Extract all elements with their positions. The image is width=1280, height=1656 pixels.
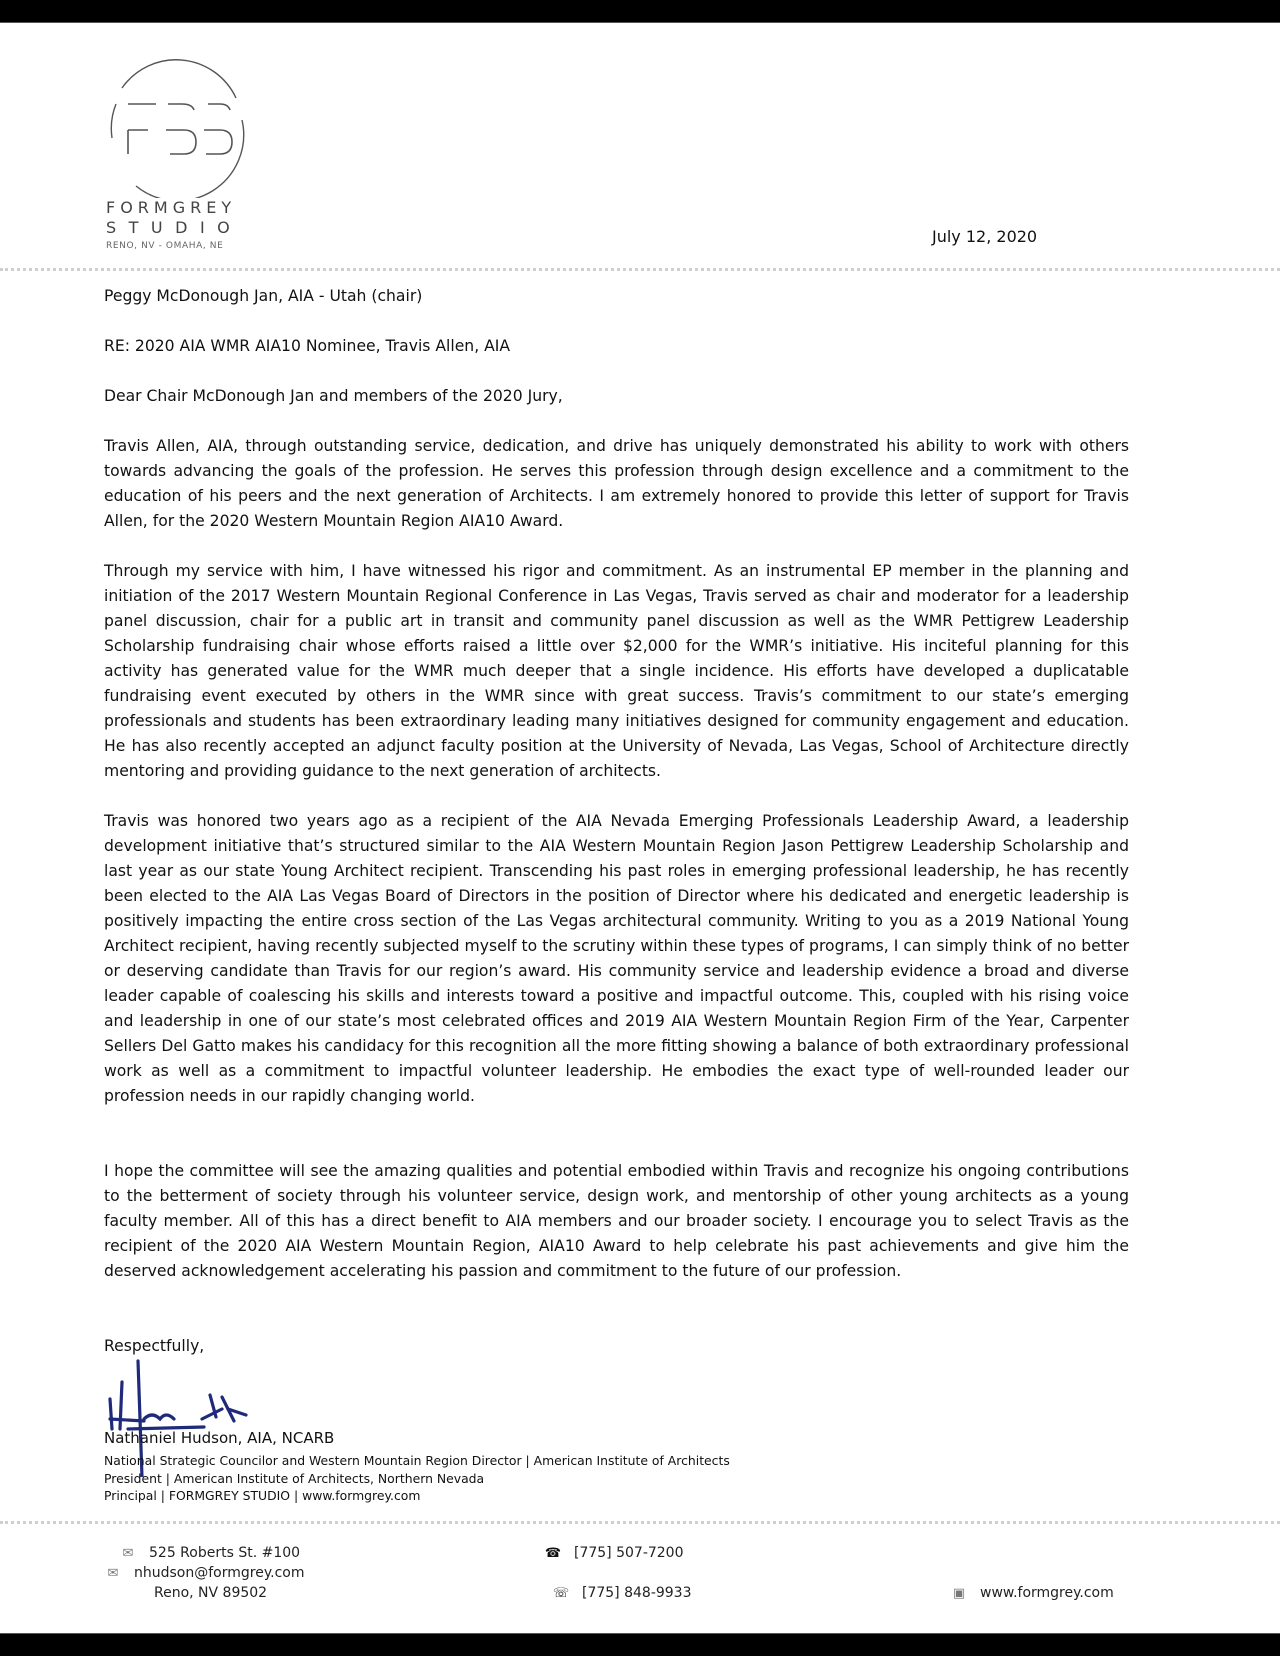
paragraph-text: Travis Allen, AIA, through outstanding service, dedication, and drive has uniquely demonstrated his ability to work with others towards advancing the goals of the profession. He serves this profession through design excellence and a commitment to the education of his peers and the next generation of Architects. I am extremely honored to provide this letter of support for Travis Allen, for the 2020 Western Mountain Region AIA10 Award. [104,437,1129,530]
company-locations: RENO, NV - OMAHA, NE [106,241,224,251]
signer-name: Nathaniel Hudson, AIA, NCARB [104,1429,335,1447]
phone-mobile-text: [775] 848-9933 [582,1585,692,1601]
bottom-border-bar [0,1633,1280,1656]
body-paragraph-4 [104,1159,1129,1284]
signer-title-3: Principal | FORMGREY STUDIO | www.formgrey.com [104,1488,421,1503]
envelope-icon: ✉ [107,1566,119,1581]
signer-titles [104,1452,730,1505]
telephone-icon: ☎ [544,1546,562,1561]
footer-address-line2 [154,1585,267,1601]
email-link[interactable]: nhudson@formgrey.com [134,1565,305,1581]
mobile-phone-icon: ☏ [552,1586,570,1601]
top-border-bar [0,0,1280,23]
company-name-line1: FORMGREY [106,198,237,217]
company-logo [104,58,254,253]
phone-office-text: [775] 507-7200 [574,1545,684,1561]
header-divider [0,268,1280,271]
recipient: Peggy McDonough Jan, AIA - Utah (chair) [104,287,423,305]
letter-date: July 12, 2020 [932,227,1038,246]
signer-title-2: President | American Institute of Architects, Northern Nevada [104,1470,485,1486]
footer-email[interactable] [104,1565,304,1581]
salutation: Dear Chair McDonough Jan and members of the 2020 Jury, [104,387,563,405]
footer-divider [0,1521,1280,1524]
footer-address-line1 [119,1545,300,1561]
body-paragraph-2 [104,559,1129,784]
company-name-line2: STUDIO [106,218,243,237]
body-paragraph-1 [104,434,1129,534]
address-line2-text: Reno, NV 89502 [154,1585,268,1601]
fgs-monogram-icon [104,58,254,198]
footer-website[interactable] [950,1585,1114,1601]
paragraph-text: Through my service with him, I have witnessed his rigor and commitment. As an instrumental EP member in the planning and initiation of the 2017 Western Mountain Regional Conference in Las Vegas, Travis served as chair and moderator for a leadership panel discussion, chair for a public art in transit and community panel discussion as well as the WMR Pettigrew Leadership Scholarship fundraising chair whose efforts raised a little over $2,000 for the WMR’s initiative. His inciteful planning for this activity has generated value for the WMR much deeper that a single incidence. His efforts have developed a duplicatable fundraising event executed by others in the WMR since with great success. Travis’s commitment to our state’s emerging professionals and students has been extraordinary leading many initiatives designed for community engagement and education. He has also recently accepted an adjunct faculty position at the University of Nevada, Las Vegas, School of Architecture directly mentoring and providing guidance to the next generation of architects. [104,562,1129,780]
mailbox-icon: ✉ [122,1546,134,1561]
footer-phone-mobile [552,1585,692,1601]
paragraph-text: I hope the committee will see the amazing qualities and potential embodied within Travis and recognize his ongoing contributions to the betterment of society through his volunteer service, design work, and mentorship of other young architects as a young faculty member. All of this has a direct benefit to AIA members and our broader society. I encourage you to select Travis as the recipient of the 2020 AIA Western Mountain Region, AIA10 Award to help celebrate his past achievements and give him the deserved acknowledgement accelerating his passion and commitment to the future of our profession. [104,1162,1129,1280]
website-link[interactable]: www.formgrey.com [980,1585,1114,1601]
address-line1-text: 525 Roberts St. #100 [149,1545,301,1561]
computer-icon: ▣ [952,1586,966,1601]
paragraph-text: Travis was honored two years ago as a recipient of the AIA Nevada Emerging Professionals Leadership Award, a leadership development initiative that’s structured similar to the AIA Western Mountain Region Jason Pettigrew Leadership Scholarship and last year as our state Young Architect recipient. Transcending his past roles in emerging professional leadership, he has recently been elected to the AIA Las Vegas Board of Directors in the position of Director where his dedicated and energetic leadership is positively impacting the entire cross section of the Las Vegas architectural community. Writing to you as a 2019 National Young Architect recipient, having recently subjected myself to the scrutiny within these types of programs, I can simply think of no better or deserving candidate than Travis for our region’s award. His community service and leadership evidence a broad and diverse leader capable of coalescing his skills and interests toward a positive and impactful outcome. This, coupled with his rising voice and leadership in one of our state’s most celebrated offices and 2019 AIA Western Mountain Region Firm of the Year, Carpenter Sellers Del Gatto makes his candidacy for this recognition all the more fitting showing a balance of both extraordinary professional work as well as a commitment to impactful volunteer leadership. He embodies the exact type of well-rounded leader our profession needs in our rapidly changing world. [104,812,1129,1105]
closing: Respectfully, [104,1337,205,1355]
body-paragraph-3 [104,809,1129,1109]
signer-title-1: National Strategic Councilor and Western Mountain Region Director | American Institute of Architects [104,1453,730,1468]
footer-phone-office [544,1545,684,1561]
subject-line: RE: 2020 AIA WMR AIA10 Nominee, Travis Allen, AIA [104,337,511,355]
